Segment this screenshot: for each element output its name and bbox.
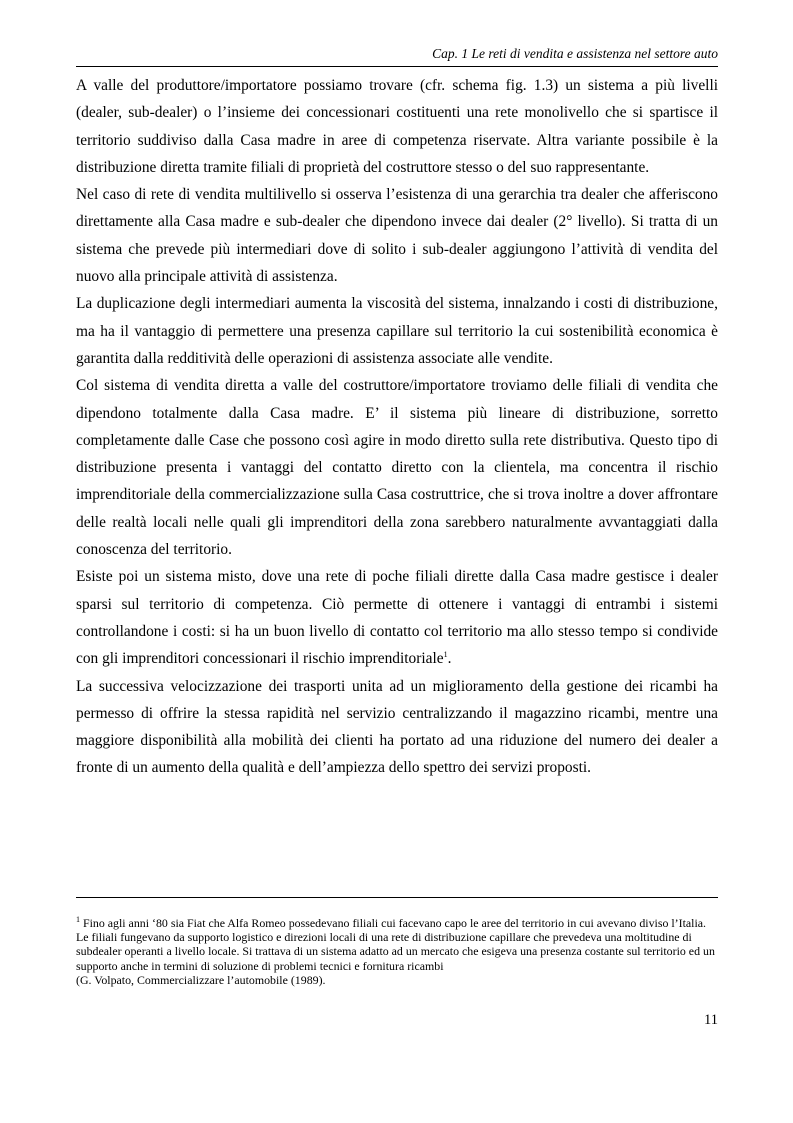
header-divider [76, 66, 718, 67]
paragraph-6: La successiva velocizzazione dei trasporti unita ad un miglioramento della gestione dei ricambi ha permesso di offrire la stessa rapidità nel servizio centralizzando il magazzino ricambi, mentre una maggiore disponibilità alla mobilità dei clienti ha portato ad una riduzione del numero dei dealer a fronte di un aumento della qualità e dell’ampiezza dello spettro dei servizi proposti. [76, 677, 718, 777]
paragraph-1: A valle del produttore/importatore possiamo trovare (cfr. schema fig. 1.3) un sistema a più livelli (dealer, sub-dealer) o l’insieme dei concessionari costituenti una rete monolivello che si spartisce il territorio suddiviso dalla Casa madre in aree di competenza riservate. Altra variante possibile è la distribuzione diretta tramite filiali di proprietà del costruttore stesso o del suo rappresentante. [76, 77, 718, 176]
footnote-reference[interactable]: 1 [443, 650, 448, 660]
main-text [76, 72, 718, 782]
footnote-text: Fino agli anni ‘80 sia Fiat che Alfa Romeo possedevano filiali cui facevano capo le aree del territorio in cui avevano diviso l’Italia. Le filiali fungevano da supporto logistico e direzioni locali di una rete di distribuzione capillare che prevedeva una moltitudine di subdealer operanti a livello locale. Si trattava di un sistema adatto ad un mercato che esigeva una presenza costante sul territorio ed un supporto anche in termini di soluzione di problemi tecnici e fornitura ricambi [76, 916, 715, 973]
footnote [76, 916, 718, 987]
running-header: Cap. 1 Le reti di vendita e assistenza nel settore auto [432, 46, 718, 61]
paragraph-5-end: . [447, 650, 452, 668]
footnote-marker: 1 [76, 915, 80, 925]
footnote-citation: (G. Volpato, Commercializzare l’automobile (1989). [76, 972, 326, 987]
paragraph-3: La duplicazione degli intermediari aumenta la viscosità del sistema, innalzando i costi di distribuzione, ma ha il vantaggio di permettere una presenza capillare sul territorio la cui sostenibilità economica è garantita dalla redditività delle operazioni di assistenza associate alle vendite. [76, 295, 718, 367]
paragraph-5 [76, 563, 718, 672]
footnote-text-block [76, 916, 718, 973]
paragraph-2: Nel caso di rete di vendita multilivello si osserva l’esistenza di una gerarchia tra dealer che afferiscono direttamente alla Casa madre e sub-dealer che dipendono invece dai dealer (2° livello). Si tratta di un sistema che prevede più intermediari dove di solito i sub-dealer aggiungono l’attività di vendita del nuovo alla principale attività di assistenza. [76, 186, 718, 286]
paragraph-4: Col sistema di vendita diretta a valle del costruttore/importatore troviamo delle filiali di vendita che dipendono totalmente dalla Casa madre. E’ il sistema più lineare di distribuzione, sorretto completamente dalle Case che possono così agire in modo diretto sulla rete distributiva. Questo tipo di distribuzione presenta i vantaggi del contatto diretto con la clientela, ma concentra il rischio imprenditoriale della commercializzazione sulla Casa costruttrice, che si trova inoltre a dover affrontare delle realtà locali nelle quali gli imprenditori della zona sarebbero naturalmente avvantaggiati dalla conoscenza del territorio. [76, 377, 718, 559]
page-number: 11 [704, 1012, 718, 1028]
footnote-divider [76, 897, 718, 898]
paragraph-5-text: Esiste poi un sistema misto, dove una rete di poche filiali dirette dalla Casa madre gestisce i dealer sparsi sul territorio di competenza. Ciò permette di ottenere i vantaggi di entrambi i sistemi controllandone i costi: si ha un buon livello di contatto col territorio ma allo stesso tempo si condivide con gli imprenditori concessionari il rischio imprenditoriale [76, 568, 718, 668]
